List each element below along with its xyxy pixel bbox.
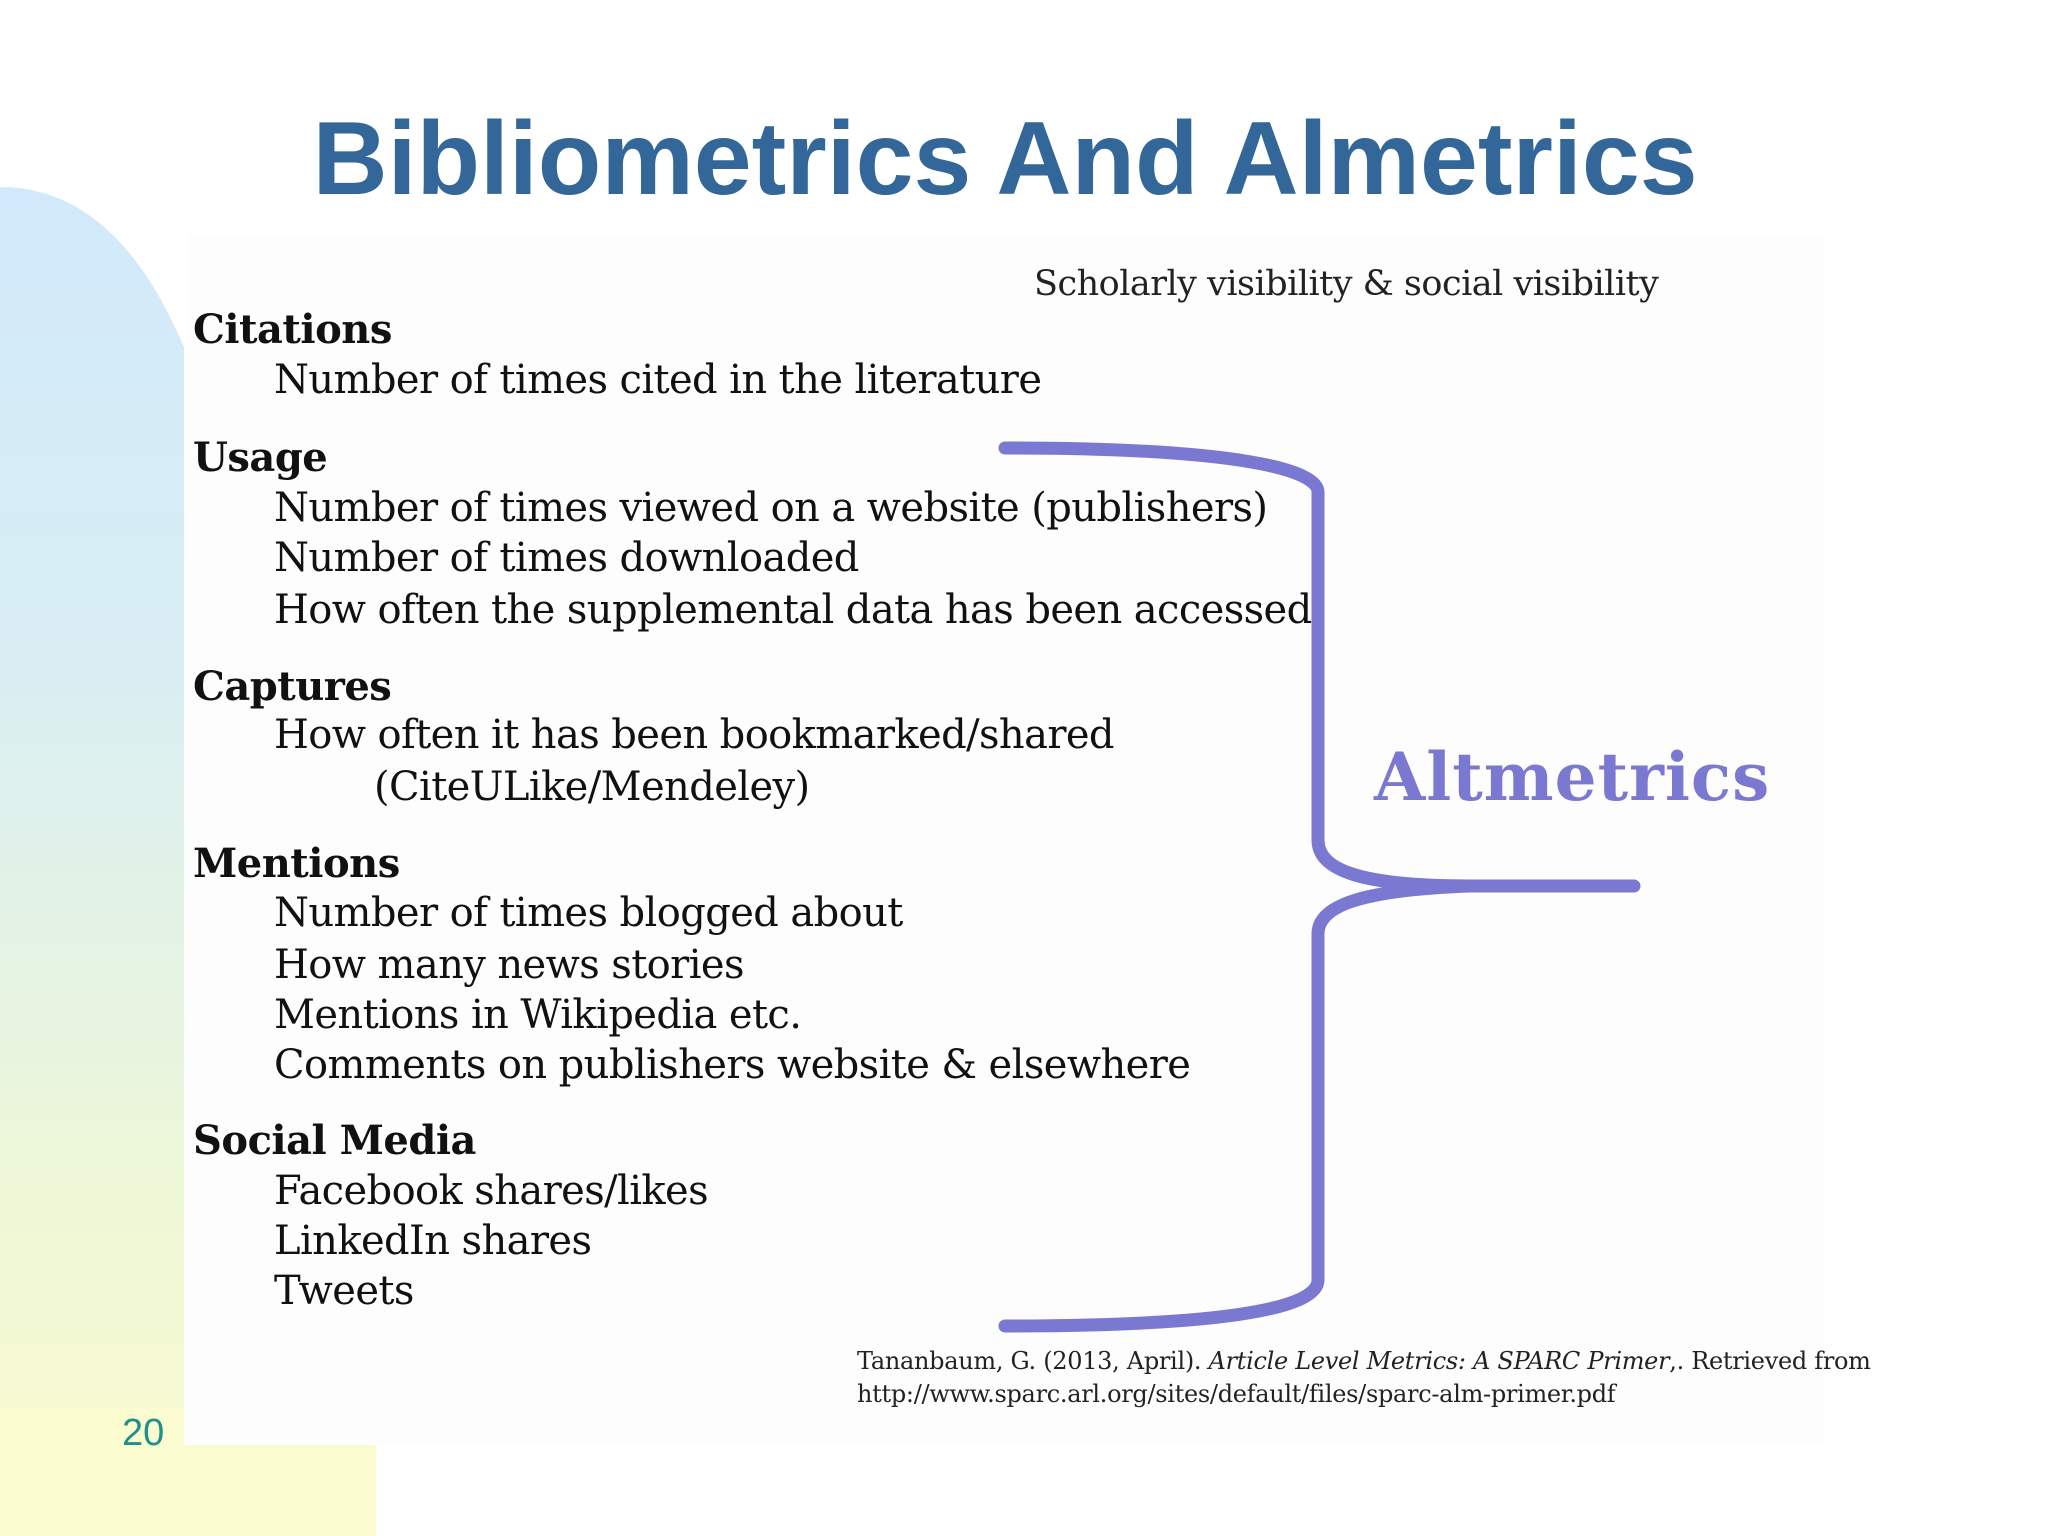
list-item: (CiteULike/Mendeley) [374, 764, 810, 810]
left-decorative-band [0, 187, 188, 1536]
list-item: Number of times viewed on a website (publishers) [274, 485, 1268, 531]
reference-citation [857, 1345, 1871, 1411]
citation-suffix: ,. Retrieved from [1669, 1347, 1871, 1375]
list-item: How often it has been bookmarked/shared [274, 712, 1114, 758]
list-item: How many news stories [274, 942, 744, 988]
list-item: LinkedIn shares [274, 1218, 592, 1264]
list-item: Number of times downloaded [274, 535, 859, 581]
altmetrics-label: Altmetrics [1374, 738, 1771, 816]
list-item: How often the supplemental data has been accessed [274, 587, 1312, 633]
citation-prefix: Tananbaum, G. (2013, April). [857, 1347, 1209, 1375]
category-heading-usage: Usage [193, 434, 328, 481]
citation-title: Article Level Metrics: A SPARC Primer [1208, 1347, 1670, 1375]
slide-subtitle: Scholarly visibility & social visibility [1034, 264, 1659, 304]
list-item: Facebook shares/likes [274, 1168, 709, 1214]
list-item: Number of times blogged about [274, 890, 903, 936]
category-heading-mentions: Mentions [193, 840, 400, 887]
list-item: Number of times cited in the literature [274, 357, 1042, 403]
category-heading-citations: Citations [193, 306, 392, 353]
list-item: Comments on publishers website & elsewhere [274, 1042, 1191, 1088]
category-heading-captures: Captures [193, 663, 392, 710]
citation-url: http://www.sparc.arl.org/sites/default/files/sparc-alm-primer.pdf [857, 1380, 1616, 1408]
slide-title: Bibliometrics And Almetrics [312, 101, 1698, 217]
category-heading-social-media: Social Media [193, 1117, 476, 1164]
list-item: Mentions in Wikipedia etc. [274, 992, 802, 1038]
list-item: Tweets [274, 1268, 414, 1314]
slide-number: 20 [122, 1412, 165, 1454]
